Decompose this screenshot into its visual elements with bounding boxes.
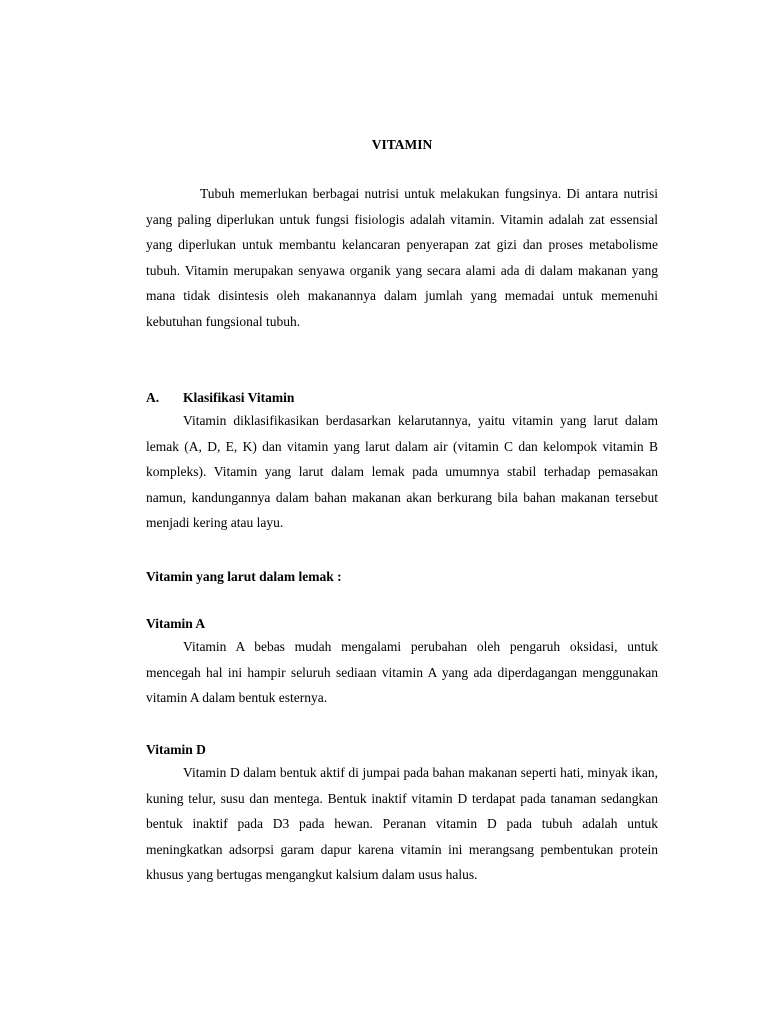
vitamin-d-heading: Vitamin D: [146, 742, 206, 757]
section-a-number: A.: [146, 390, 160, 405]
vitamin-d-paragraph: Vitamin D dalam bentuk aktif di jumpai pada bahan makanan seperti hati, minyak ikan, kuning telur, susu dan mentega. Bentuk inaktif vitamin D terdapat pada tanaman sedangkan bentuk inaktif pada D3 pada hewan. Peranan vitamin D pada tubuh adalah untuk meningkatkan adsorpsi garam dapur karena vitamin ini merangsang pembentukan protein khusus yang bertugas mengangkut kalsium dalam usus halus.: [146, 765, 658, 883]
section-a-title: Klasifikasi Vitamin: [183, 390, 295, 405]
section-a-heading: [146, 389, 294, 407]
vitamin-a-heading: Vitamin A: [146, 616, 206, 631]
intro-paragraph: Tubuh memerlukan berbagai nutrisi untuk melakukan fungsinya. Di antara nutrisi yang paling diperlukan untuk fungsi fisiologis adalah vitamin. Vitamin adalah zat essensial yang diperlukan untuk membantu kelancaran penyerapan zat gizi dan proses metabolisme tubuh. Vitamin merupakan senyawa organik yang secara alami ada di dalam makanan yang mana tidak disintesis oleh makanannya dalam jumlah yang memadai untuk memenuhi kebutuhan fungsional tubuh.: [146, 186, 658, 329]
fat-soluble-heading: Vitamin yang larut dalam lemak :: [146, 569, 342, 584]
section-a-paragraph: Vitamin diklasifikasikan berdasarkan kelarutannya, yaitu vitamin yang larut dalam lemak (A, D, E, K) dan vitamin yang larut dalam air (vitamin C dan kelompok vitamin B kompleks). Vitamin yang larut dalam lemak pada umumnya stabil terhadap pemasakan namun, kandungannya dalam bahan makanan akan berkurang bila bahan makanan tersebut menjadi kering atau layu.: [146, 413, 658, 531]
document-title: VITAMIN: [371, 137, 433, 152]
vitamin-a-paragraph: Vitamin A bebas mudah mengalami perubahan oleh pengaruh oksidasi, untuk mencegah hal ini hampir seluruh sediaan vitamin A yang ada diperdagangan menggunakan vitamin A dalam bentuk esternya.: [146, 639, 658, 706]
